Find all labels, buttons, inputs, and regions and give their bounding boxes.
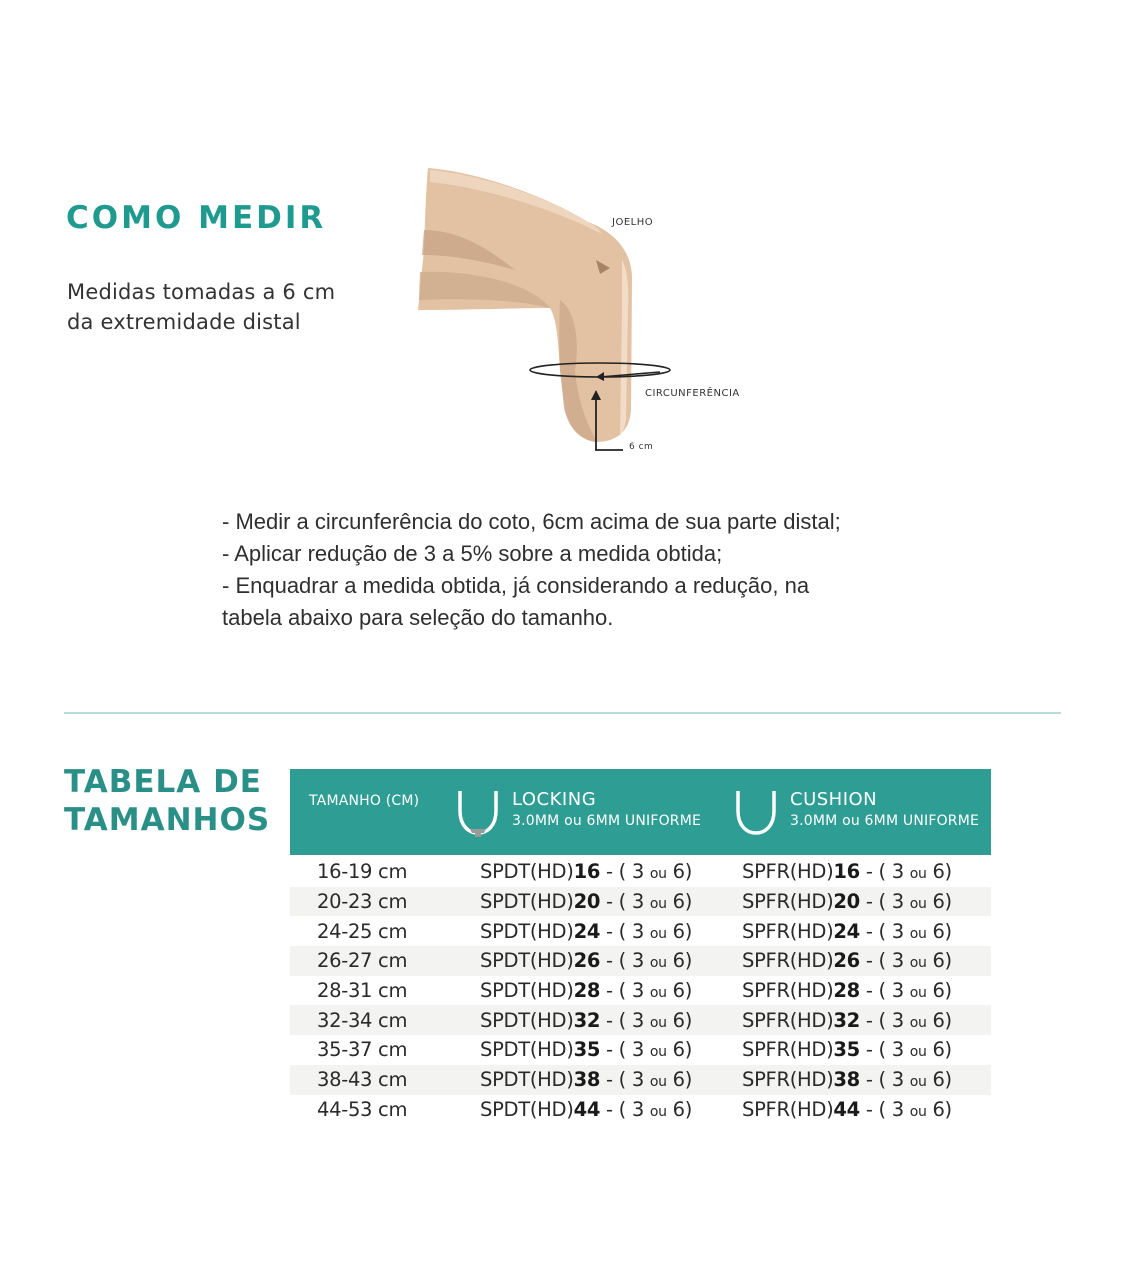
cushion-subtitle: 3.0MM ou 6MM UNIFORME xyxy=(790,813,980,829)
locking-cell: SPDT(HD)32 - ( 3 ou 6) xyxy=(480,1008,693,1032)
como-medir-heading: COMO MEDIR xyxy=(66,200,327,236)
locking-cell: SPDT(HD)16 - ( 3 ou 6) xyxy=(480,860,693,884)
table-row xyxy=(290,1095,991,1125)
table-row xyxy=(290,1035,991,1065)
cushion-title: CUSHION xyxy=(790,789,878,810)
cushion-cell: SPFR(HD)26 - ( 3 ou 6) xyxy=(742,949,952,973)
cushion-cell: SPFR(HD)35 - ( 3 ou 6) xyxy=(742,1038,952,1062)
instruction-line: - Medir a circunferência do coto, 6cm acima de sua parte distal; xyxy=(222,509,841,534)
locking-title: LOCKING xyxy=(512,789,597,810)
header-locking xyxy=(456,789,701,837)
cushion-cell: SPFR(HD)24 - ( 3 ou 6) xyxy=(742,919,952,943)
instruction-line: - Enquadrar a medida obtida, já considerando a redução, na xyxy=(222,573,810,598)
locking-cell: SPDT(HD)35 - ( 3 ou 6) xyxy=(480,1038,693,1062)
table-row xyxy=(290,887,991,917)
locking-cell: SPDT(HD)20 - ( 3 ou 6) xyxy=(480,890,693,914)
circumference-label: CIRCUNFERÊNCIA xyxy=(645,388,740,399)
cushion-cell: SPFR(HD)38 - ( 3 ou 6) xyxy=(742,1068,952,1092)
size-table-heading-line: TABELA DE xyxy=(64,764,262,800)
cushion-cup-icon xyxy=(734,789,778,837)
residual-limb-illustration xyxy=(410,160,770,470)
table-row xyxy=(290,976,991,1006)
header-cushion xyxy=(734,789,979,837)
distance-label: 6 cm xyxy=(629,442,654,452)
cushion-cell: SPFR(HD)16 - ( 3 ou 6) xyxy=(742,860,952,884)
cushion-cell: SPFR(HD)20 - ( 3 ou 6) xyxy=(742,890,952,914)
size-table-heading xyxy=(64,763,270,839)
measurement-note-line: da extremidade distal xyxy=(67,310,301,334)
size-cell: 24-25 cm xyxy=(317,919,408,943)
header-size: TAMANHO (CM) xyxy=(309,793,420,809)
measurement-note-line: Medidas tomadas a 6 cm xyxy=(67,280,336,304)
limb-diagram-icon xyxy=(410,160,770,470)
size-cell: 32-34 cm xyxy=(317,1008,408,1032)
size-cell: 38-43 cm xyxy=(317,1068,408,1092)
section-divider xyxy=(64,712,1061,714)
size-cell: 16-19 cm xyxy=(317,860,408,884)
instruction-line: - Aplicar redução de 3 a 5% sobre a medida obtida; xyxy=(222,541,723,566)
size-table xyxy=(290,769,991,1124)
table-row xyxy=(290,857,991,887)
cushion-cell: SPFR(HD)44 - ( 3 ou 6) xyxy=(742,1097,952,1121)
cushion-cell: SPFR(HD)28 - ( 3 ou 6) xyxy=(742,979,952,1003)
locking-cup-icon xyxy=(456,789,500,837)
knee-label: JOELHO xyxy=(612,217,654,228)
table-row xyxy=(290,946,991,976)
locking-cell: SPDT(HD)28 - ( 3 ou 6) xyxy=(480,979,693,1003)
size-cell: 20-23 cm xyxy=(317,890,408,914)
measurement-note xyxy=(67,277,335,337)
size-cell: 35-37 cm xyxy=(317,1038,408,1062)
locking-cell: SPDT(HD)44 - ( 3 ou 6) xyxy=(480,1097,693,1121)
locking-cell: SPDT(HD)24 - ( 3 ou 6) xyxy=(480,919,693,943)
locking-subtitle: 3.0MM ou 6MM UNIFORME xyxy=(512,813,702,829)
cushion-cell: SPFR(HD)32 - ( 3 ou 6) xyxy=(742,1008,952,1032)
size-table-heading-line: TAMANHOS xyxy=(64,802,271,838)
size-cell: 44-53 cm xyxy=(317,1097,408,1121)
size-cell: 26-27 cm xyxy=(317,949,408,973)
size-table-header xyxy=(290,769,991,855)
size-cell: 28-31 cm xyxy=(317,979,408,1003)
instruction-line: tabela abaixo para seleção do tamanho. xyxy=(222,605,614,630)
table-row xyxy=(290,1005,991,1035)
locking-cell: SPDT(HD)38 - ( 3 ou 6) xyxy=(480,1068,693,1092)
locking-cell: SPDT(HD)26 - ( 3 ou 6) xyxy=(480,949,693,973)
instructions-list xyxy=(222,506,841,634)
table-row xyxy=(290,916,991,946)
table-row xyxy=(290,1065,991,1095)
